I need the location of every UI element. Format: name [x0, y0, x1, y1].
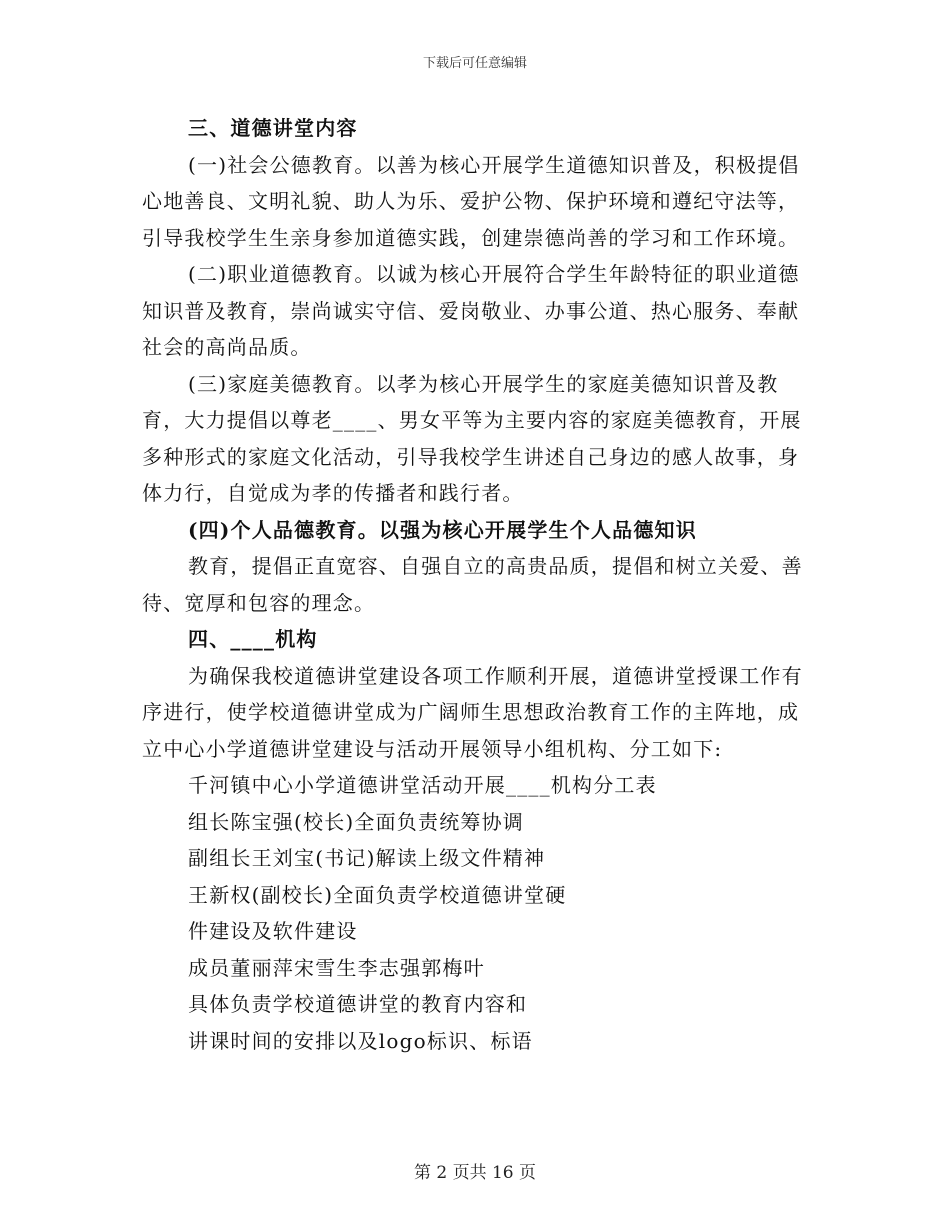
list-item: 王新权(副校长)全面负责学校道德讲堂硬: [188, 882, 567, 907]
list-item: 副组长王刘宝(书记)解读上级文件精神: [188, 846, 546, 870]
paragraph-organization: 为确保我校道德讲堂建设各项工作顺利开展，道德讲堂授课工作有序进行，使学校道德讲堂成为广阔师生思想政治教育工作的主阵地，成立中心小学道德讲堂建设与活动开展领导小组机构、分工如下:: [142, 663, 803, 761]
paragraph-social-morality: (一)社会公德教育。以善为核心开展学生道德知识普及，积极提倡心地善良、文明礼貌、助人为乐、爱护公物、保护环境和遵纪守法等，引导我校学生生亲身参加道德实践，创建崇德尚善的学习和工作环境。: [142, 152, 800, 250]
page-footer: 第 2 页共 16 页: [413, 1163, 537, 1183]
list-item: 组长陈宝强(校长)全面负责统筹协调: [188, 809, 525, 834]
list-item: 成员董丽萍宋雪生李志强郭梅叶: [188, 955, 485, 980]
section-heading-4: 四、____机构: [188, 627, 318, 651]
list-item: 讲课时间的安排以及logo标识、标语: [188, 1028, 533, 1053]
document-body: [142, 110, 810, 1059]
list-item: 具体负责学校道德讲堂的教育内容和: [188, 992, 528, 1016]
paragraph-personal-character-heading: (四)个人品德教育。以强为核心开展学生个人品德知识: [188, 517, 697, 542]
page-header: 下载后可任意编辑: [422, 56, 527, 71]
section-heading-3: 三、道德讲堂内容: [188, 116, 358, 140]
table-title: 千河镇中心小学道德讲堂活动开展____机构分工表: [188, 773, 657, 797]
paragraph-professional-ethics: (二)职业道德教育。以诚为核心开展符合学生年龄特征的职业道德知识普及教育，崇尚诚实守信、爱岗敬业、办事公道、热心服务、奉献社会的高尚品质。: [142, 262, 800, 359]
paragraph-personal-character: 教育，提倡正直宽容、自强自立的高贵品质，提倡和树立关爱、善待、宽厚和包容的理念。: [142, 554, 803, 615]
list-item: 件建设及软件建设: [188, 919, 358, 943]
paragraph-family-virtue: (三)家庭美德教育。以孝为核心开展学生的家庭美德知识普及教育，大力提倡以尊老____、男女平等为主要内容的家庭美德教育，开展多种形式的家庭文化活动，引导我校学生讲述自己身边的感人故事，身体力行，自觉成为孝的传播者和践行者。: [142, 371, 802, 505]
